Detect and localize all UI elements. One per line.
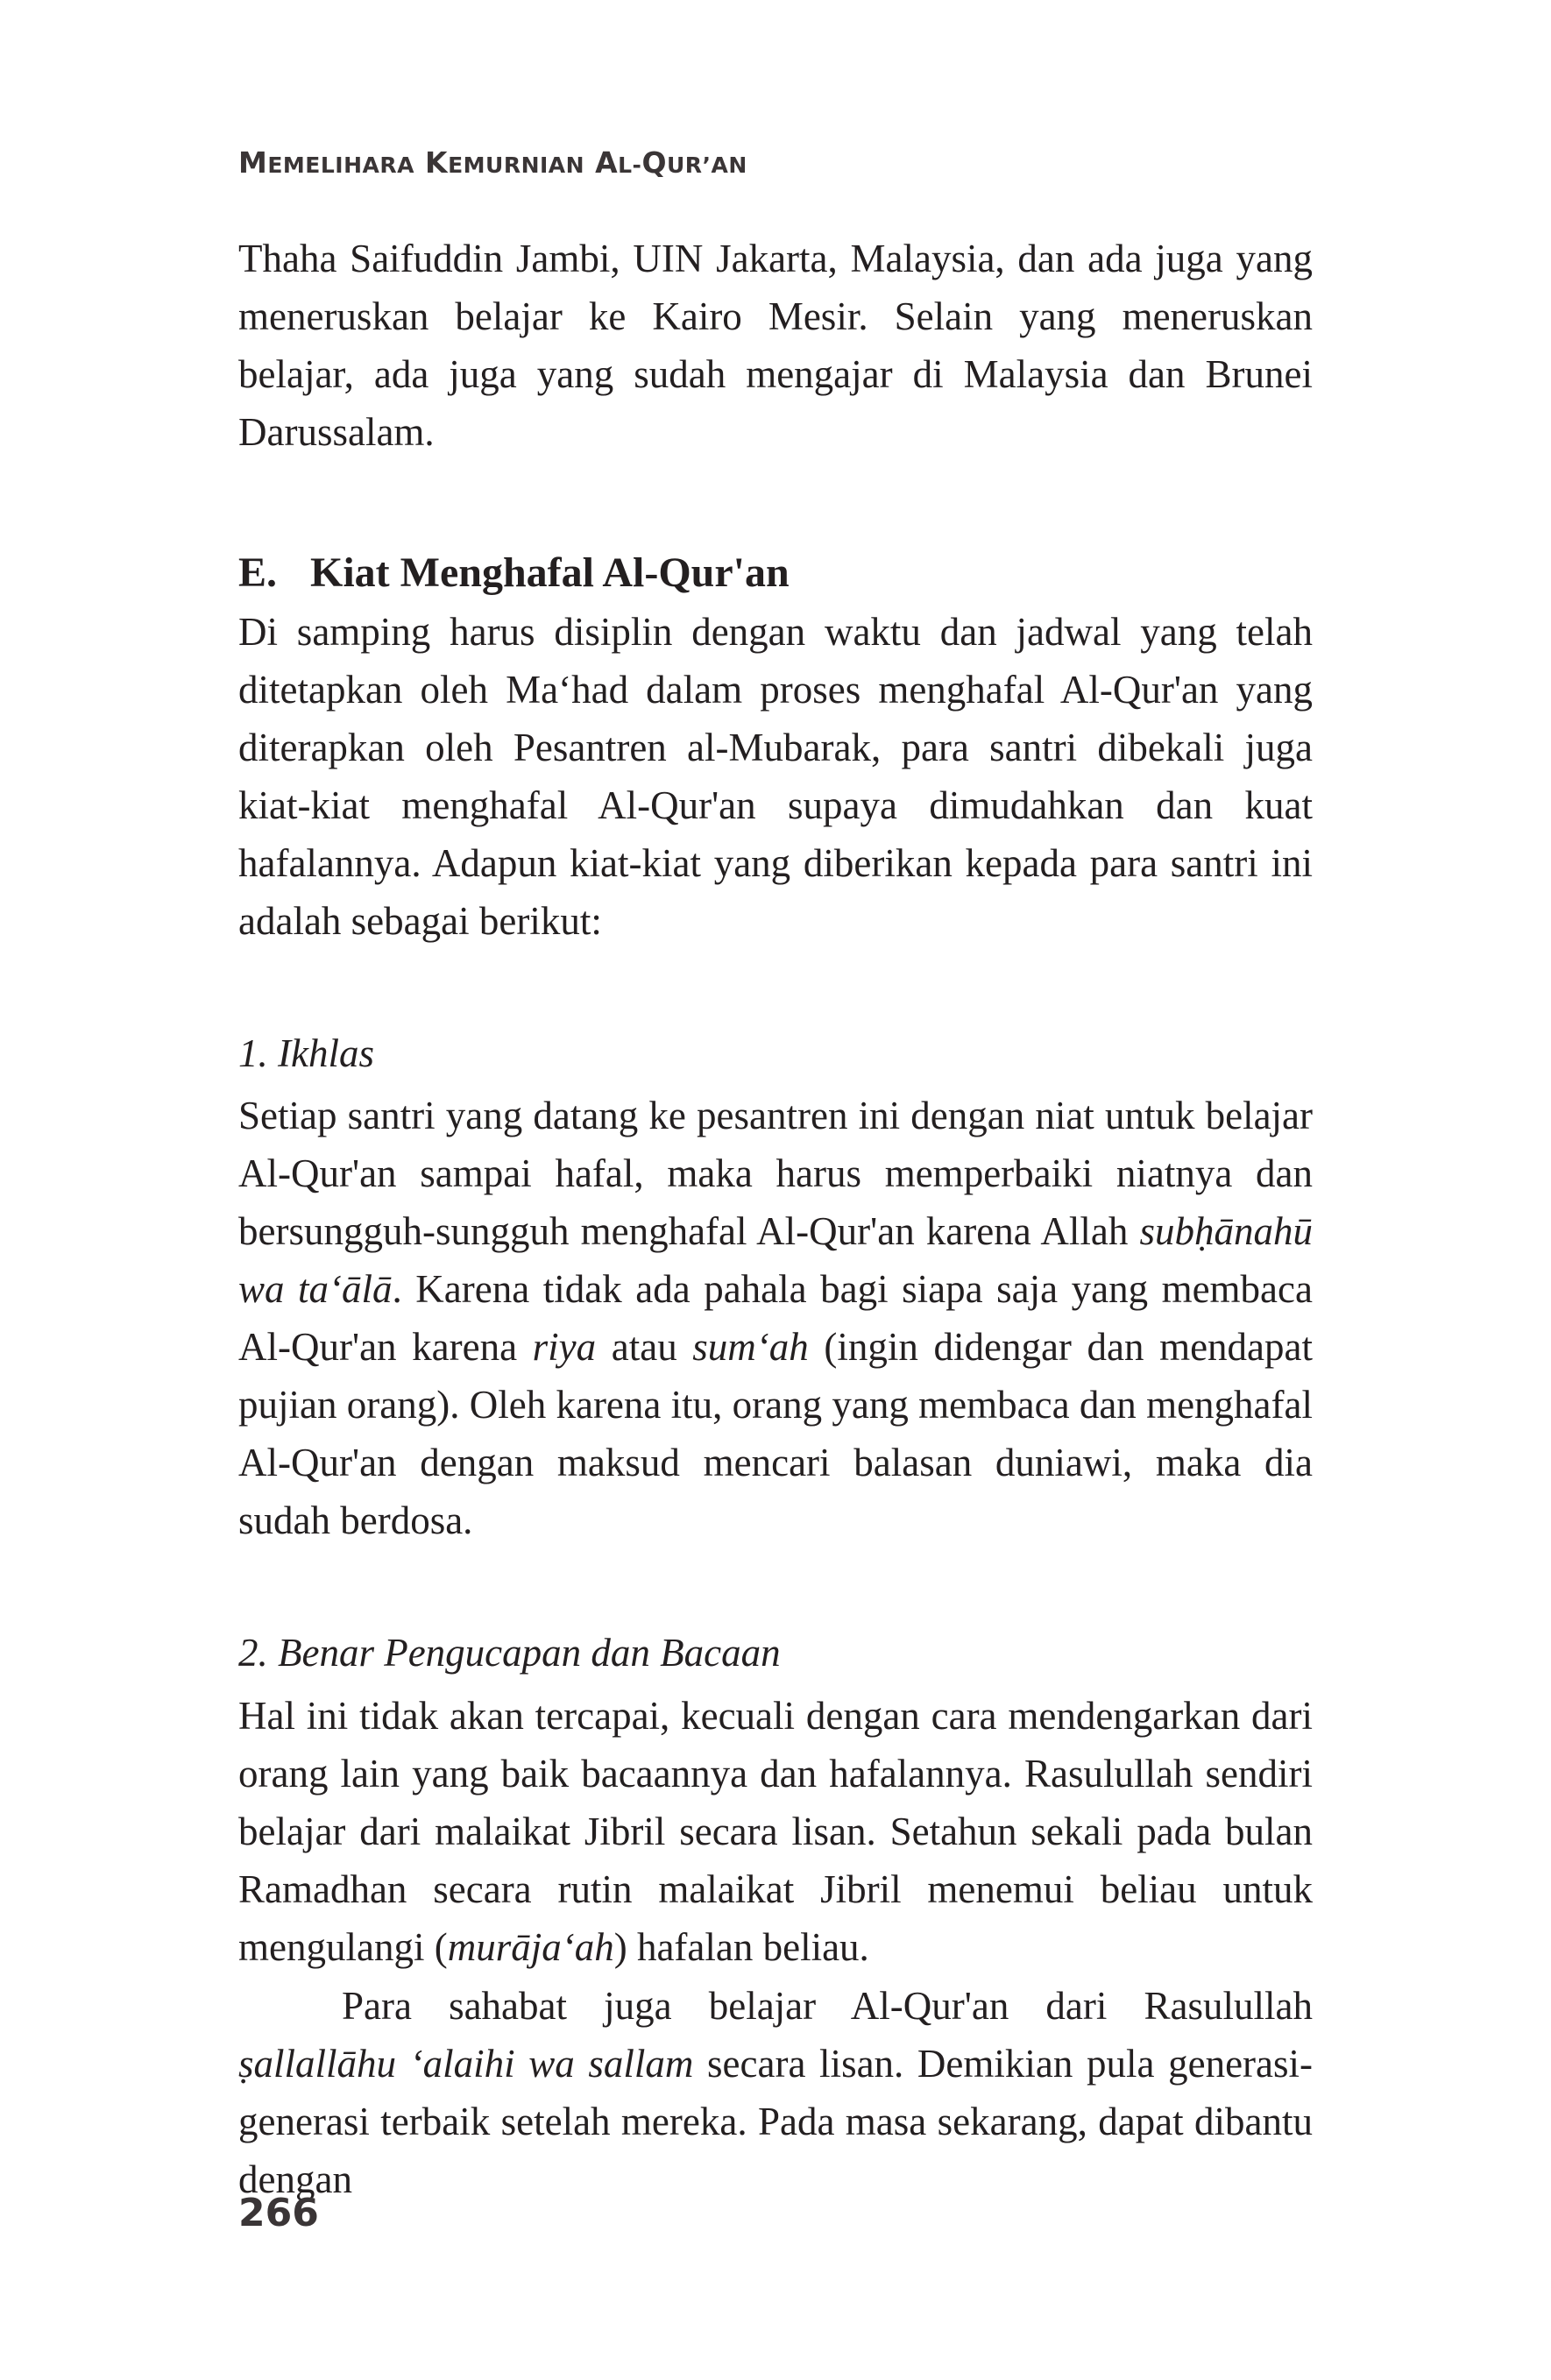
arabic-term: subḥānahū wa ta‘ālā (238, 1209, 1313, 1311)
arabic-term: riya (532, 1325, 597, 1369)
section-number: E. (238, 549, 278, 596)
item-1-heading: 1. Ikhlas (238, 1031, 374, 1075)
page-number: 266 (238, 2191, 319, 2235)
section-paragraph: Di samping harus disiplin dengan waktu dan jadwal yang telah ditetapkan oleh Ma‘had dalam proses menghafal Al-Qur'an yang diterapkan oleh Pesantren al-Mubarak, para santri dibekali juga kiat-kiat menghafal Al-Qur'an supaya dimudahkan dan kuat hafalannya. Adapun kiat-kiat yang diberikan kepada para santri ini adalah sebagai berikut: (238, 610, 1313, 943)
section-title: Kiat Menghafal Al-Qur'an (310, 549, 790, 596)
item-1-paragraph: Setiap santri yang datang ke pesantren ini dengan niat untuk belajar Al-Qur'an sampai hafal, maka harus memperbaiki niatnya dan bersungguh-sungguh menghafal Al-Qur'an karena Allah subḥānahū wa ta‘ālā. Karena tidak ada pahala bagi siapa saja yang membaca Al-Qur'an karena riya atau sum‘ah (ingin didengar dan mendapat pujian orang). Oleh karena itu, orang yang membaca dan menghafal Al-Qur'an dengan maksud mencari balasan duniawi, maka dia sudah berdosa. (238, 1094, 1313, 1542)
intro-paragraph: Thaha Saifuddin Jambi, UIN Jakarta, Malaysia, dan ada juga yang meneruskan belajar ke Kairo Mesir. Selain yang meneruskan belajar, ada juga yang sudah mengajar di Malaysia dan Brunei Darussalam. (238, 237, 1313, 454)
section-heading (238, 547, 790, 599)
item-2-heading: 2. Benar Pengucapan dan Bacaan (238, 1631, 781, 1675)
arabic-term: ṣallallāhu ‘alaihi wa sallam (238, 2042, 694, 2086)
arabic-term: murāja‘ah (447, 1925, 614, 1969)
arabic-term: sum‘ah (692, 1325, 809, 1369)
running-head: MEMELIHARA KEMURNIAN AL-QUR’AN (238, 145, 747, 180)
item-2-paragraph-2: Para sahabat juga belajar Al-Qur'an dari Rasulullah ṣallallāhu ‘alaihi wa sallam secara lisan. Demikian pula generasi-generasi terbaik setelah mereka. Pada masa sekarang, dapat dibantu dengan (238, 1984, 1313, 2201)
item-2-paragraph: Hal ini tidak akan tercapai, kecuali dengan cara mendengarkan dari orang lain yang baik bacaannya dan hafalannya. Rasulullah sendiri belajar dari malaikat Jibril secara lisan. Setahun sekali pada bulan Ramadhan secara rutin malaikat Jibril menemui beliau untuk mengulangi (murāja‘ah) hafalan beliau. (238, 1694, 1313, 1969)
